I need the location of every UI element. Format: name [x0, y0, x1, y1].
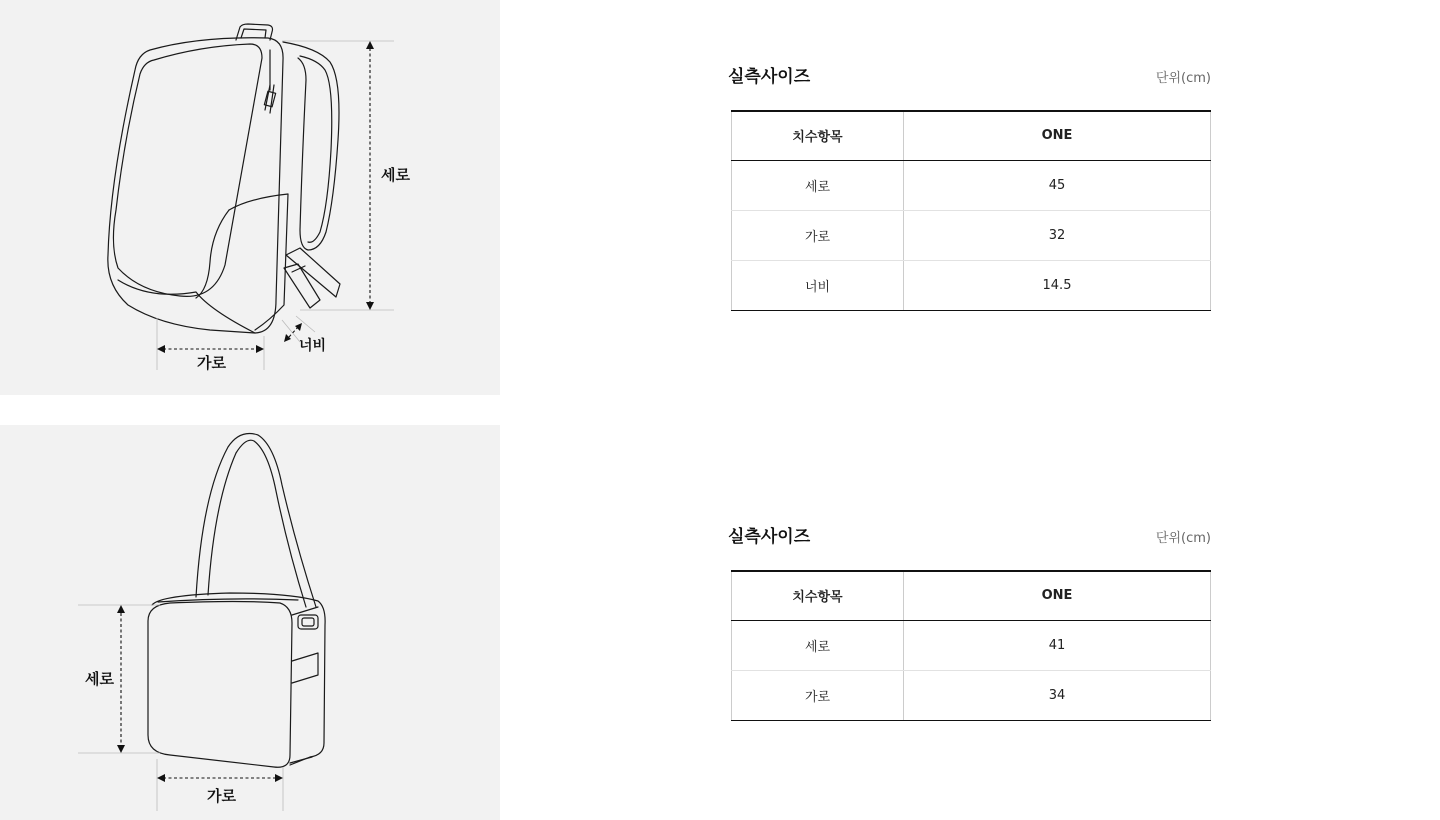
backpack-illustration-panel	[0, 0, 500, 395]
height-dimension-label: 세로	[381, 166, 410, 184]
size-title: 실측사이즈	[728, 527, 811, 547]
width-dimension-label: 가로	[197, 354, 226, 372]
table-row	[732, 160, 1211, 210]
row-item-cell: 너비	[732, 260, 904, 310]
row-item-cell: 세로	[732, 160, 904, 210]
height-dimension-label: 세로	[85, 670, 114, 688]
column-header-item: 치수항목	[732, 571, 904, 620]
size-block-backpack	[728, 60, 1211, 311]
row-value-cell: 41	[904, 620, 1211, 670]
row-item-cell: 가로	[732, 210, 904, 260]
size-table	[731, 570, 1211, 721]
unit-label: 단위(cm)	[1155, 71, 1211, 86]
row-value-cell: 14.5	[904, 260, 1211, 310]
depth-dimension-label: 너비	[299, 338, 327, 354]
size-block-header	[728, 60, 1211, 110]
row-value-cell: 32	[904, 210, 1211, 260]
row-value-cell: 45	[904, 160, 1211, 210]
size-table	[731, 110, 1211, 311]
backpack-icon	[0, 0, 500, 395]
table-header-row	[732, 571, 1211, 620]
table-row	[732, 670, 1211, 720]
table-header-row	[732, 111, 1211, 160]
shoulder-bag-illustration-panel	[0, 425, 500, 820]
row-item-cell: 가로	[732, 670, 904, 720]
table-row	[732, 260, 1211, 310]
table-row	[732, 210, 1211, 260]
size-block-header	[728, 520, 1211, 570]
column-header-item: 치수항목	[732, 111, 904, 160]
table-row	[732, 620, 1211, 670]
row-value-cell: 34	[904, 670, 1211, 720]
column-header-size: ONE	[904, 571, 1211, 620]
row-item-cell: 세로	[732, 620, 904, 670]
size-block-shoulder-bag	[728, 520, 1211, 721]
column-header-size: ONE	[904, 111, 1211, 160]
shoulder-bag-icon	[0, 425, 500, 820]
unit-label: 단위(cm)	[1155, 531, 1211, 546]
size-title: 실측사이즈	[728, 67, 811, 87]
width-dimension-label: 가로	[207, 787, 236, 805]
